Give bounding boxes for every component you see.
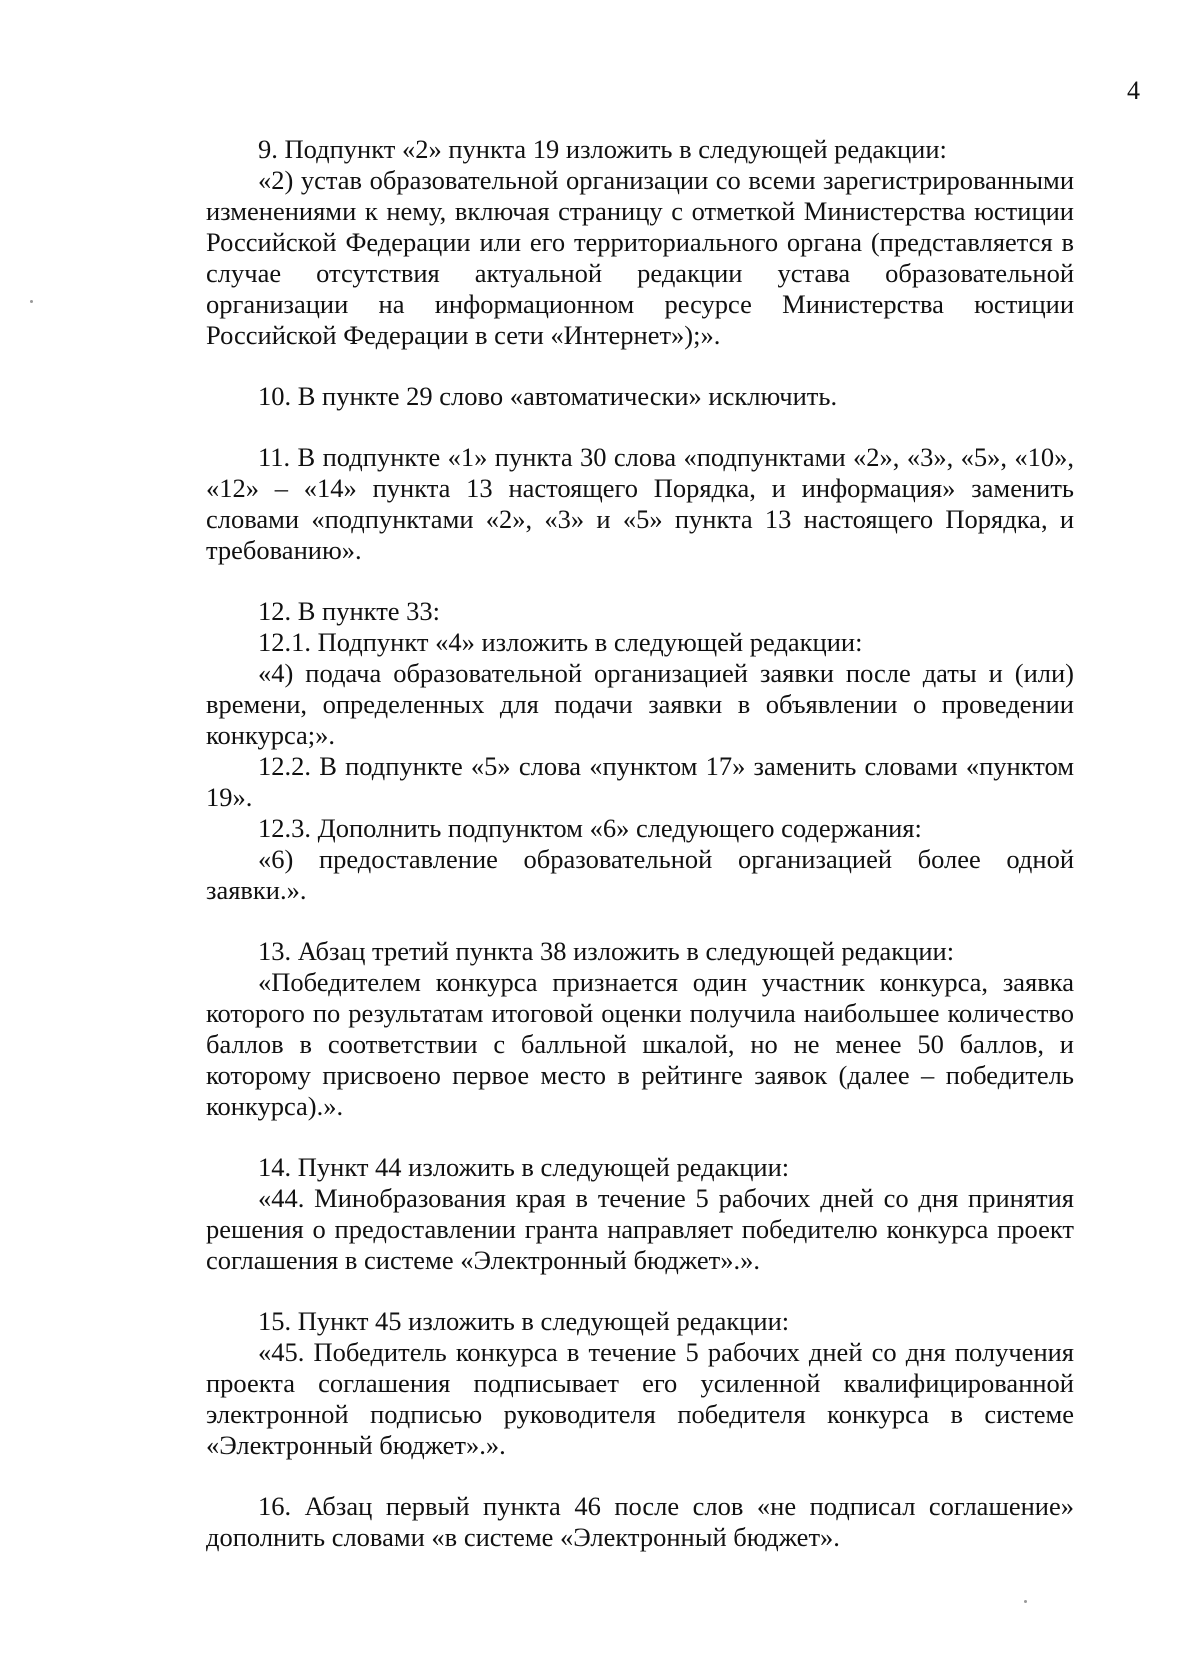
paragraph-subitem-4-text: «4) подача образовательной организацией заявки после даты и (или) времени, определенных для подачи заявки в объявлении о проведении конкурса;». <box>206 658 1074 750</box>
paragraph-item-44-text: «44. Минобразования края в течение 5 рабочих дней со дня принятия решения о предоставлении гранта направляет победителю конкурса проект соглашения в системе «Электронный бюджет».». <box>206 1183 1074 1275</box>
paragraph-winner-definition: «Победителем конкурса признается один участник конкурса, заявка которого по результатам итоговой оценки получила наибольшее количество баллов в соответствии с балльной шкалой, но не менее 50 баллов, и которому присвоено первое место в рейтинге заявок (далее – победитель конкурса).». <box>206 967 1074 1121</box>
paragraph-item-45-text: «45. Победитель конкурса в течение 5 рабочих дней со дня получения проекта соглашения подписывает его усиленной квалифицированной электронной подписью руководителя победителя конкурса в системе «Электронный бюджет».». <box>206 1337 1074 1460</box>
paragraph-item-12-3: 12.3. Дополнить подпунктом «6» следующего содержания: <box>258 813 922 843</box>
paragraph-subitem-6-text: «6) предоставление образовательной организацией более одной заявки.». <box>206 844 1074 905</box>
paragraph-item-10: 10. В пункте 29 слово «автоматически» исключить. <box>258 381 838 411</box>
paragraph-item-16: 16. Абзац первый пункта 46 после слов «не подписал соглашение» дополнить словами «в системе «Электронный бюджет». <box>206 1491 1074 1552</box>
paragraph-item-13: 13. Абзац третий пункта 38 изложить в следующей редакции: <box>258 936 955 966</box>
paragraph-item-14: 14. Пункт 44 изложить в следующей редакции: <box>258 1152 790 1182</box>
document-body <box>206 134 1074 1553</box>
paragraph-subitem-2-text: «2) устав образовательной организации со всеми зарегистрированными изменениями к нему, включая страницу с отметкой Министерства юстиции Российской Федерации или его территориального органа (представляется в случае отсутствия актуальной редакции устава образовательной организации на информационном ресурсе Министерства юстиции Российской Федерации в сети «Интернет»);». <box>206 165 1074 350</box>
paragraph-item-15: 15. Пункт 45 изложить в следующей редакции: <box>258 1306 790 1336</box>
paragraph-item-9: 9. Подпункт «2» пункта 19 изложить в следующей редакции: <box>258 134 947 164</box>
scan-speck <box>30 300 33 303</box>
scan-speck <box>1024 1600 1027 1603</box>
paragraph-item-12-1: 12.1. Подпункт «4» изложить в следующей редакции: <box>258 627 863 657</box>
paragraph-item-11: 11. В подпункте «1» пункта 30 слова «подпунктами «2», «3», «5», «10», «12» – «14» пункта 13 настоящего Порядка, и информация» заменить словами «подпунктами «2», «3» и «5» пункта 13 настоящего Порядка, и требованию». <box>206 442 1074 565</box>
paragraph-item-12: 12. В пункте 33: <box>258 596 441 626</box>
page-number: 4 <box>1127 76 1140 105</box>
paragraph-item-12-2: 12.2. В подпункте «5» слова «пунктом 17» заменить словами «пунктом 19». <box>206 751 1074 812</box>
